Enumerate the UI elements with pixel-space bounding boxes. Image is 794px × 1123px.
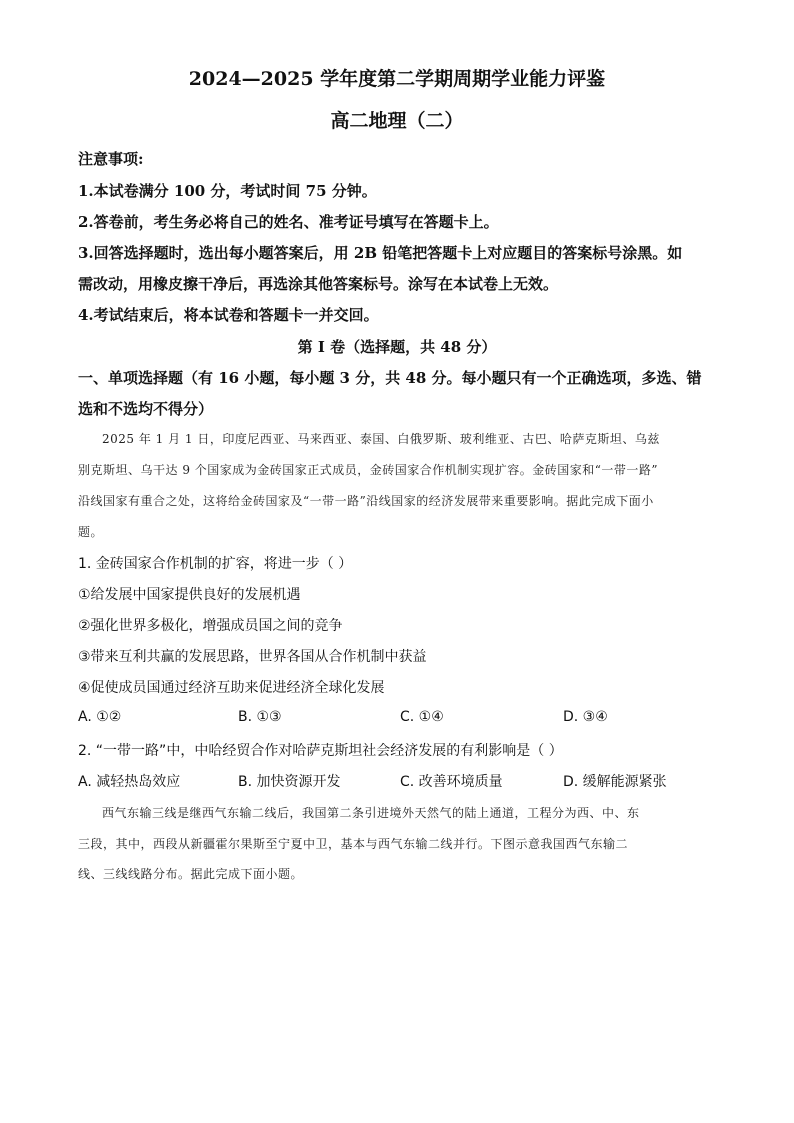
section-heading: 第 I 卷（选择题，共 48 分） (297, 338, 497, 356)
passage-line: 西气东输三线是继西气东输二线后，我国第二条引进境外天然气的陆上通道，工程分为西、中、东 (102, 806, 640, 820)
option-b: B. ①③ (238, 709, 282, 725)
notice-item: 3.回答选择题时，选出每小题答案后，用 2B 铅笔把答题卡上对应题目的答案标号涂黑。如 (78, 244, 683, 262)
passage-line: 三段，其中，西段从新疆霍尔果斯至宁夏中卫，基本与西气东输二线并行。下图示意我国西气东输二 (78, 837, 629, 851)
option-d: D. ③④ (563, 709, 608, 725)
option-b: B. 加快资源开发 (238, 774, 341, 790)
statement: ②强化世界多极化，增强成员国之间的竞争 (78, 618, 343, 634)
passage-line: 2025 年 1 月 1 日，印度尼西亚、马来西亚、泰国、白俄罗斯、玻利维亚、古巴、哈萨克斯坦、乌兹 (102, 432, 660, 446)
part-title: 一、单项选择题（有 16 小题，每小题 3 分，共 48 分。每小题只有一个正确选项，多选、错 (78, 369, 702, 387)
question-stem: 1. 金砖国家合作机制的扩容，将进一步（ ） (78, 556, 353, 572)
option-c: C. 改善环境质量 (400, 774, 503, 790)
passage-line: 线、三线线路分布。据此完成下面小题。 (78, 867, 304, 881)
notice-item: 4.考试结束后，将本试卷和答题卡一并交回。 (78, 306, 379, 324)
statement: ③带来互利共赢的发展思路，世界各国从合作机制中获益 (78, 649, 427, 665)
question-stem: 2. “一带一路”中，中哈经贸合作对哈萨克斯坦社会经济发展的有利影响是（ ） (78, 743, 563, 759)
passage-line: 别克斯坦、乌干达 9 个国家成为金砖国家正式成员，金砖国家合作机制实现扩容。金砖国家和“一带一路” (78, 463, 659, 477)
passage-line: 题。 (78, 525, 104, 539)
passage-line: 沿线国家有重合之处，这将给金砖国家及“一带一路”沿线国家的经济发展带来重要影响。据此完成下面小 (78, 494, 654, 508)
statement: ④促使成员国通过经济互助来促进经济全球化发展 (78, 680, 385, 696)
notice-item: 1.本试卷满分 100 分，考试时间 75 分钟。 (78, 182, 377, 200)
notice-item: 2.答卷前，考生务必将自己的姓名、准考证号填写在答题卡上。 (78, 213, 499, 231)
notice-heading: 注意事项: (78, 150, 144, 168)
option-a: A. ①② (78, 709, 122, 725)
exam-title: 2024—2025 学年度第二学期周期学业能力评鉴 (188, 68, 606, 90)
option-d: D. 缓解能源紧张 (563, 774, 667, 790)
exam-subtitle: 高二地理（二） (330, 110, 464, 132)
statement: ①给发展中国家提供良好的发展机遇 (78, 587, 301, 603)
part-title: 选和不选均不得分） (78, 400, 214, 418)
option-a: A. 减轻热岛效应 (78, 774, 181, 790)
option-c: C. ①④ (400, 709, 444, 725)
notice-item: 需改动，用橡皮擦干净后，再选涂其他答案标号。涂写在本试卷上无效。 (78, 275, 559, 293)
